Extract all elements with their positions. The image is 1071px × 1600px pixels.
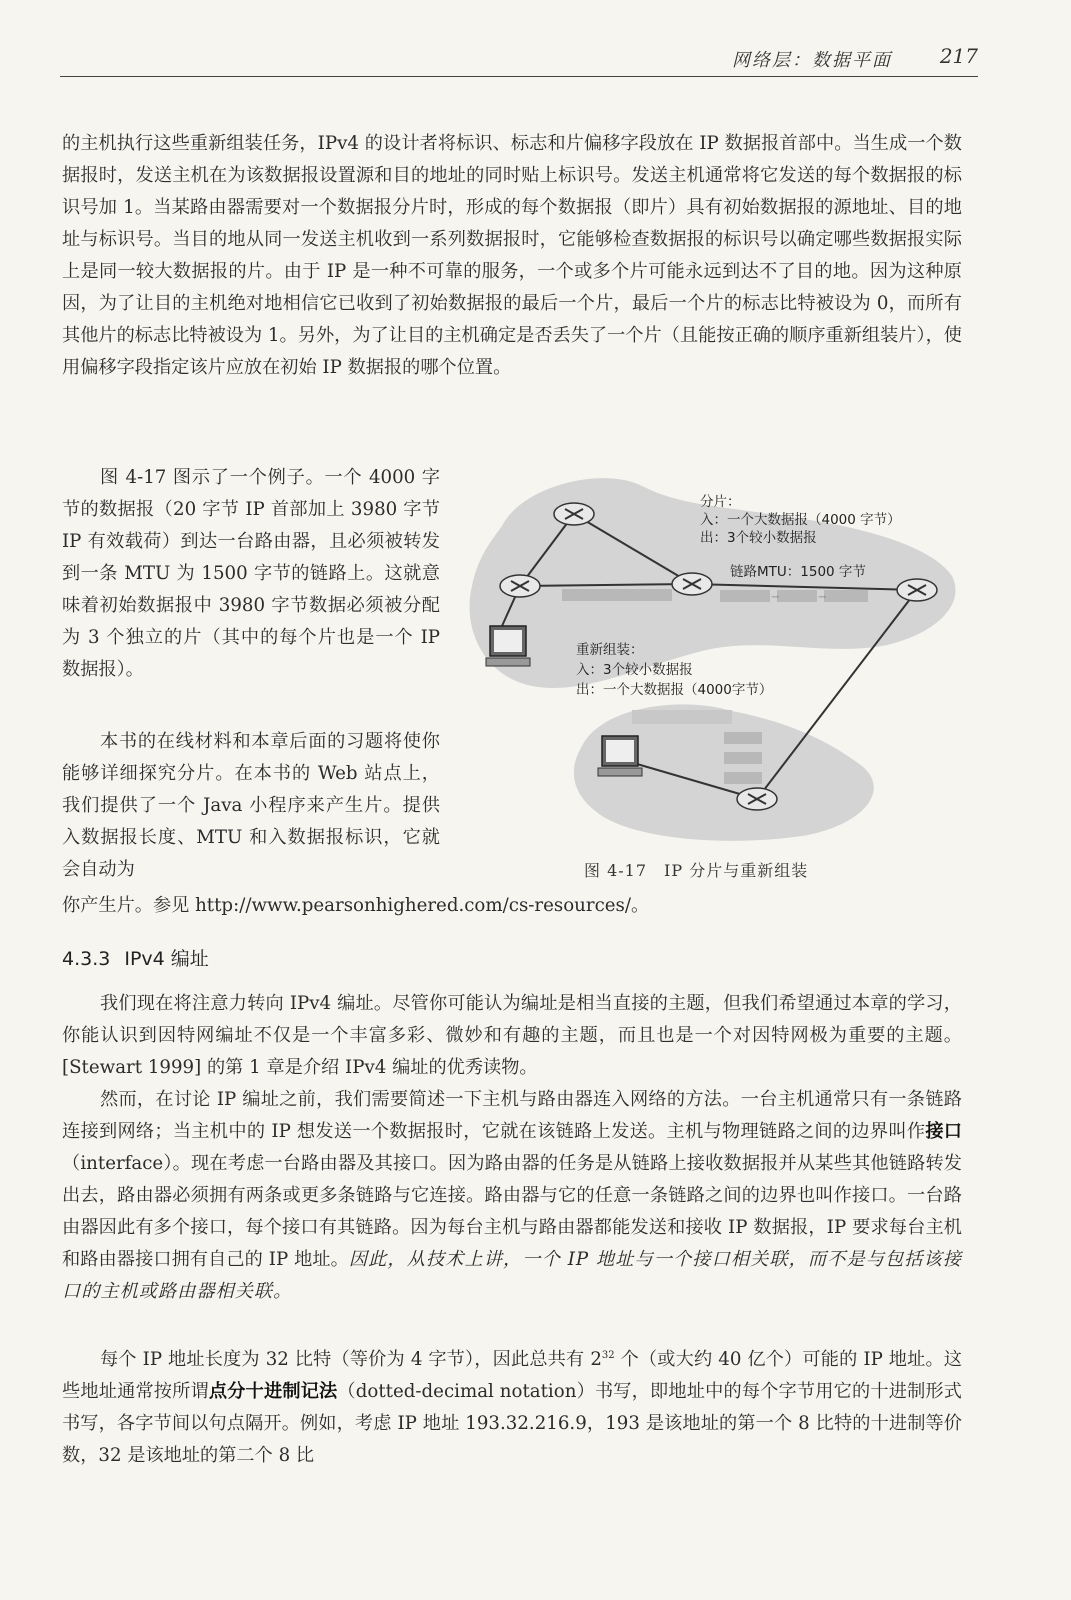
router-icon: [672, 573, 712, 595]
network-diagram: [462, 466, 972, 866]
fragment-box: [724, 772, 762, 784]
section-number: 4.3.3: [62, 948, 111, 970]
exponent: 32: [601, 1350, 615, 1361]
interfaces-emphasis: 因此，从技术上讲，一个 IP 地址与一个接口相关联，而不是与包括该接口的主机或路由器相关联。: [62, 1249, 962, 1302]
figure-ip-fragmentation: [462, 466, 972, 866]
section-title: IPv4 编址: [124, 948, 209, 970]
paragraph-fragmentation-fields: 的主机执行这些重新组装任务，IPv4 的设计者将标识、标志和片偏移字段放在 IP 数据报首部中。当生成一个数据报时，发送主机在为该数据报设置源和目的地址的同时贴上标识号。发送主机通常将它发送的每个数据报的标识号加 1。当某路由器需要对一个数据报分片时，形成的每个数据报（即片）具有初始数据报的源地址、目的地址与标识号。当目的地从同一发送主机收到一系列数据报时，它能够检查数据报的标识号以确定哪些数据报实际上是同一较大数据报的片。由于 IP 是一种不可靠的服务，一个或多个片可能永远到达不了目的地。因为这种原因，为了让目的主机绝对地相信它已收到了初始数据报的最后一个片，最后一个片的标志比特被设为 0，而所有其他片的标志比特被设为 1。另外，为了让目的主机确定是否丢失了一个片（且能按正确的顺序重新组装片），使用偏移字段指定该片应放在初始 IP 数据报的哪个位置。: [62, 133, 962, 378]
paragraph-online-materials-end: 你产生片。参见 http://www.pearsonhighered.com/cs-resources/。: [62, 895, 650, 916]
keyword-dotted-decimal: 点分十进制记法: [208, 1381, 338, 1403]
router-icon: [554, 503, 594, 525]
host-computer-icon: [486, 626, 530, 666]
interfaces-text-a: 然而，在讨论 IP 编址之前，我们需要简述一下主机与路由器连入网络的方法。一台主机通常只有一条链路连接到网络；当主机中的 IP 想发送一个数据报时，它就在该链路上发送。主机与物理链路之间的边界叫作: [62, 1089, 962, 1142]
fragment-box: [824, 590, 868, 602]
label-fragmentation-out: 出：3个较小数据报: [700, 530, 817, 546]
figure-caption: 图 4-17 IP 分片与重新组装: [584, 861, 809, 880]
label-fragmentation-title: 分片：: [700, 494, 741, 510]
label-link-mtu: 链路MTU：1500 字节: [730, 564, 866, 580]
label-reassembly-title: 重新组装：: [576, 642, 644, 658]
fragment-box: [720, 590, 770, 602]
reassembled-datagram: [632, 710, 732, 724]
paragraph-interfaces: [62, 1084, 962, 1308]
page-number: 217: [939, 44, 978, 68]
router-icon: [897, 579, 937, 601]
keyword-interface: 接口: [925, 1121, 962, 1142]
label-reassembly-out: 出：一个大数据报（4000字节）: [576, 682, 773, 698]
host-computer-icon: [598, 736, 642, 776]
dotted-text-a: 每个 IP 地址长度为 32 比特（等价为 4 字节），因此总共有 2: [100, 1349, 602, 1371]
dotted-text-c: （dotted-decimal notation）书写，即地址中的每个字节用它的十进制形式书写，各字节间以句点隔开。例如，考虑 IP 地址 193.32.216.9，193 是该地址的第一个 8 比特的十进制等价数，32 是该地址的第二个 8 比: [62, 1381, 962, 1467]
paragraph-ipv4-addressing: 我们现在将注意力转向 IPv4 编址。尽管你可能认为编址是相当直接的主题，但我们希望通过本章的学习，你能认识到因特网编址不仅是一个丰富多彩、微妙和有趣的主题，而且也是一个对因特网极为重要的主题。[Stewart 1999] 的第 1 章是介绍 IPv4 编址的优秀读物。: [62, 993, 962, 1078]
running-header: [60, 42, 978, 77]
fragment-box: [777, 590, 817, 602]
svg-text:→: →: [771, 592, 780, 603]
paragraph-online-materials: 本书的在线材料和本章后面的习题将使你能够详细探究分片。在本书的 Web 站点上，我们提供了一个 Java 小程序来产生片。提供入数据报长度、MTU 和入数据报标识，它就会自动为: [62, 731, 440, 880]
interfaces-text-b: （interface）。现在考虑一台路由器及其接口。因为路由器的任务是从链路上接收数据报并从某些其他链路转发出去，路由器必须拥有两条或更多条链路与它连接。路由器与它的任意一条链路之间的边界也叫作接口。一台路由器因此有多个接口，每个接口有其链路。因为每台主机与路由器都能发送和接收 IP 数据报，IP 要求每台主机和路由器接口拥有自己的 IP 地址。: [62, 1153, 962, 1270]
paragraph-dotted-decimal: [62, 1340, 962, 1472]
dotted-text-b: 个（或大约 40 亿个）可能的 IP 地址。这些地址通常按所谓: [62, 1349, 962, 1403]
router-icon: [500, 575, 540, 597]
label-reassembly-in: 入：3个较小数据报: [576, 662, 693, 678]
router-icon: [737, 788, 777, 810]
label-fragmentation-in: 入：一个大数据报（4000 字节）: [700, 512, 901, 528]
section-heading: [62, 944, 223, 971]
fragment-box: [724, 732, 762, 744]
paragraph-figure-example: 图 4-17 图示了一个例子。一个 4000 字节的数据报（20 字节 IP 首部加上 3980 字节 IP 有效载荷）到达一台路由器，且必须被转发到一条 MTU 为 1500 字节的链路上。这就意味着初始数据报中 3980 字节数据必须被分配为 3 个独立的片（其中的每个片也是一个 IP 数据报）。: [62, 467, 440, 680]
header-title: 网络层：数据平面: [732, 50, 892, 71]
large-datagram: [562, 589, 672, 601]
svg-text:→: →: [818, 592, 827, 603]
fragment-box: [724, 752, 762, 764]
